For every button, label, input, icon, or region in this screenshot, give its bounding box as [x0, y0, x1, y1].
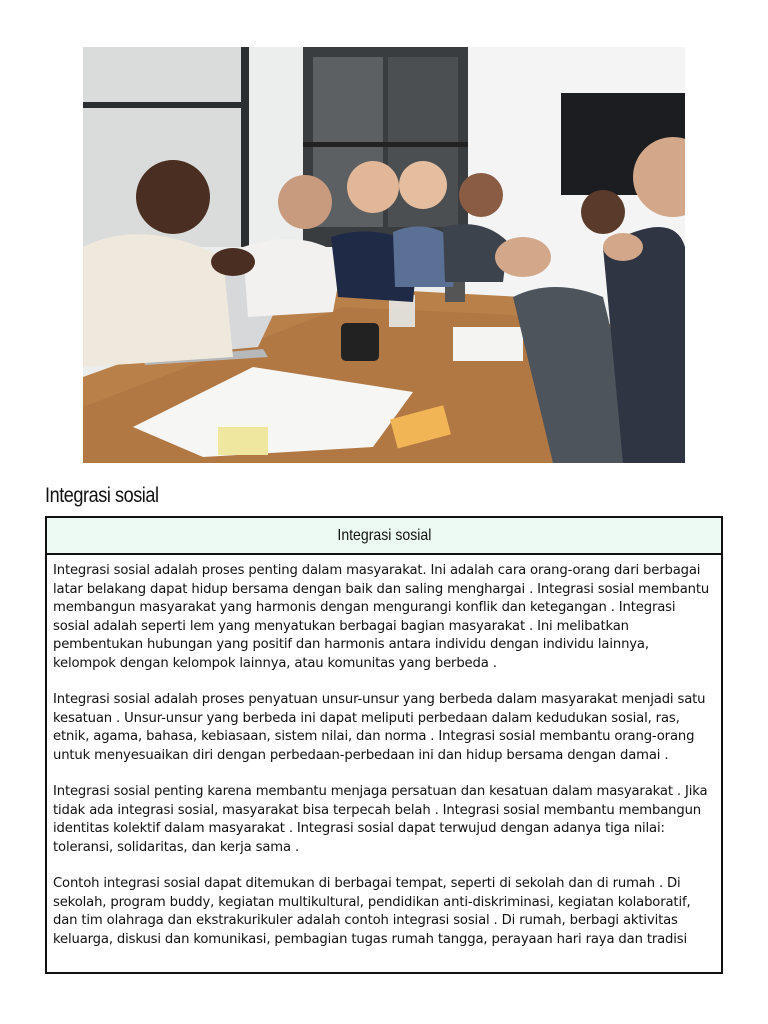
content-box-body: [47, 555, 721, 949]
paragraph: Contoh integrasi sosial dapat ditemukan di berbagai tempat, seperti di sekolah dan di rumah . Di sekolah, program buddy, kegiatan multikultural, pendidikan anti-diskriminasi, kegiatan kolaboratif, dan tim olahraga dan ekstrakurikuler adalah contoh integrasi sosial . Di rumah, berbagi aktivitas keluarga, diskusi dan komunikasi, pembagian tugas rumah tangga, perayaan hari raya dan tradisi: [53, 876, 691, 947]
section-title: Integrasi sosial: [45, 484, 159, 507]
content-box-header: [47, 518, 721, 555]
paragraph: Integrasi sosial adalah proses penting dalam masyarakat. Ini adalah cara orang-orang dari berbagai latar belakang dapat hidup bersama dengan baik dan saling menghargai . Integrasi sosial membantu membangun masyarakat yang harmonis dengan mengurangi konflik dan ketegangan . Integrasi sosial adalah seperti lem yang menyatukan berbagai bagian masyarakat . Ini melibatkan pembentukan hubungan yang positif dan harmonis antara individu dengan individu lainnya, kelompok dengan kelompok lainnya, atau komunitas yang berbeda .: [53, 563, 710, 671]
paragraph: Integrasi sosial adalah proses penyatuan unsur-unsur yang berbeda dalam masyarakat menjadi satu kesatuan . Unsur-unsur yang berbeda ini dapat meliputi perbedaan dalam kedudukan sosial, ras, etnik, agama, bahasa, kebiasaan, sistem nilai, dan norma . Integrasi sosial membantu orang-orang untuk menyesuaikan diri dengan perbedaan-perbedaan ini dan hidup bersama dengan damai .: [53, 692, 706, 763]
paragraph: Integrasi sosial penting karena membantu menjaga persatuan dan kesatuan dalam masyarakat . Jika tidak ada integrasi sosial, masyarakat bisa terpecah belah . Integrasi sosial membantu membangun identitas kolektif dalam masyarakat . Integrasi sosial dapat terwujud dengan adanya tiga nilai: toleransi, solidaritas, dan kerja sama .: [53, 784, 708, 855]
content-box: [45, 516, 723, 974]
meeting-photo: [83, 47, 685, 463]
meeting-photo-illustration: [83, 47, 685, 463]
content-box-header-label: Integrasi sosial: [337, 526, 431, 544]
